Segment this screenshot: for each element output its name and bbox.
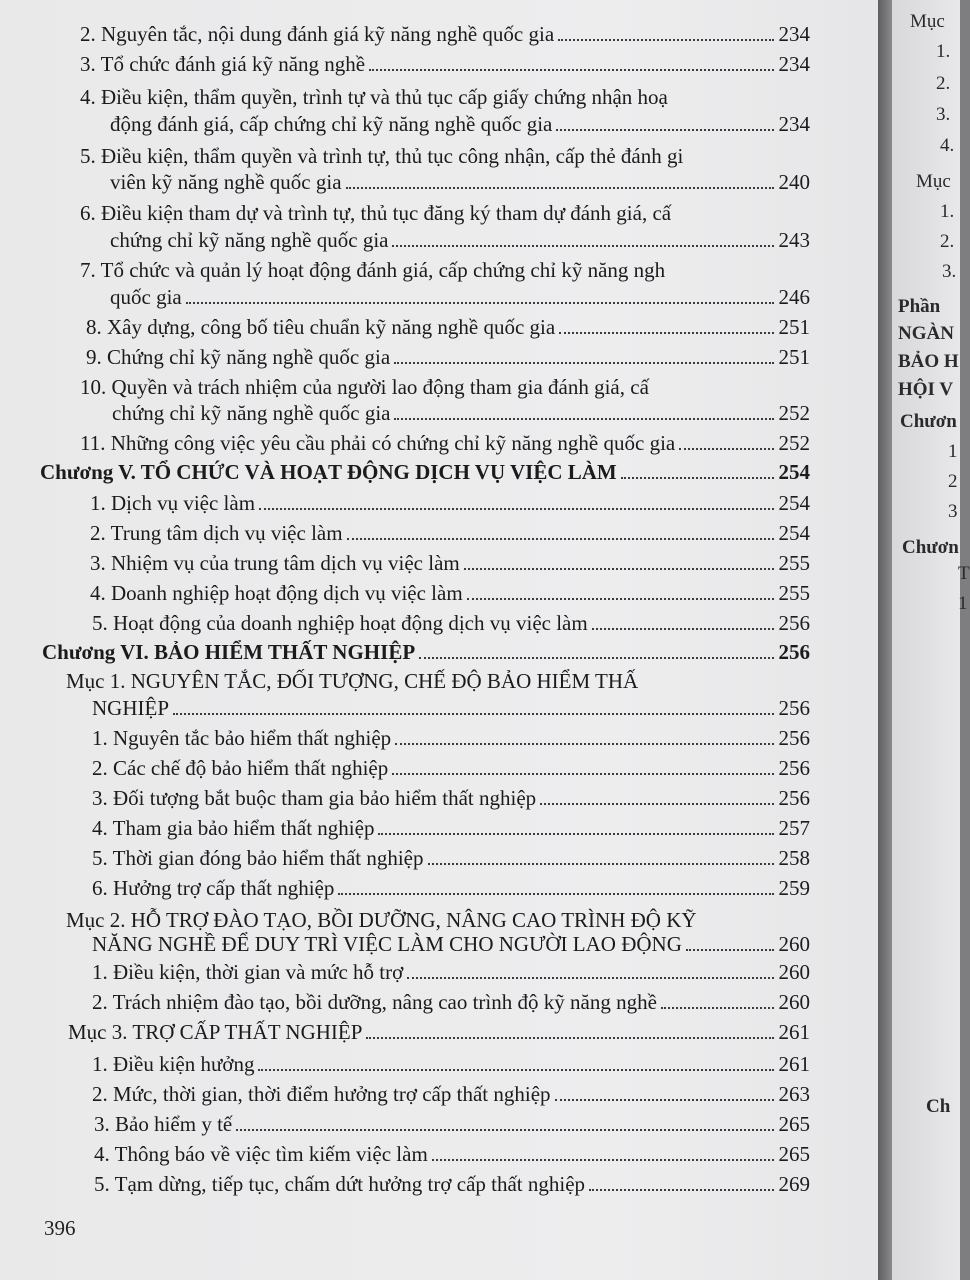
dot-leader xyxy=(464,568,774,570)
toc-entry-page: 254 xyxy=(778,521,810,545)
next-page-fragment: 1. xyxy=(940,201,955,222)
dot-leader xyxy=(555,1099,774,1101)
toc-entry xyxy=(92,754,810,782)
dot-leader xyxy=(467,598,774,600)
toc-entry xyxy=(80,199,810,227)
dot-leader xyxy=(395,743,774,745)
toc-entry-page: 259 xyxy=(778,876,810,900)
next-page-fragment: 3 xyxy=(948,501,958,522)
dot-leader xyxy=(259,508,774,510)
dot-leader xyxy=(592,628,774,630)
toc-entry-page: 260 xyxy=(778,960,810,984)
toc-entry-page: 240 xyxy=(778,170,810,194)
dot-leader xyxy=(559,332,774,334)
toc-entry-page: 269 xyxy=(778,1172,810,1196)
toc-entry xyxy=(112,399,810,427)
toc-entry-page: 252 xyxy=(778,401,810,425)
toc-entry xyxy=(68,1018,810,1046)
next-page-fragment: 3. xyxy=(936,104,951,125)
toc-entry-page: 251 xyxy=(778,345,810,369)
toc-entry-title: 1. Nguyên tắc bảo hiểm thất nghiệp xyxy=(92,726,392,750)
book-page-right-edge xyxy=(892,0,970,1280)
book-gutter xyxy=(878,0,892,1280)
toc-entry xyxy=(94,1110,810,1138)
toc-entry-title: 6. Hưởng trợ cấp thất nghiệp xyxy=(92,876,335,900)
toc-entry-title: 2. Trách nhiệm đào tạo, bồi dưỡng, nâng cao trình độ kỹ năng nghề xyxy=(92,990,657,1014)
toc-entry-title: 11. Những công việc yêu cầu phải có chứng chỉ kỹ năng nghề quốc gia xyxy=(80,431,676,455)
next-page-fragment: Mục xyxy=(916,171,951,192)
dot-leader xyxy=(589,1189,774,1191)
toc-chapter-entry xyxy=(42,638,810,666)
next-page-fragment: Chươn xyxy=(900,411,957,432)
next-page-fragment: Mục xyxy=(910,11,945,32)
dot-leader xyxy=(621,477,774,479)
toc-entry-title: 4. Thông báo về việc tìm kiếm việc làm xyxy=(94,1142,428,1166)
toc-entry xyxy=(90,489,810,517)
toc-entry-page: 263 xyxy=(778,1082,810,1106)
next-page-fragment: Chươn xyxy=(902,537,959,558)
dot-leader xyxy=(556,129,774,131)
toc-entry-title: Mục 2. HỖ TRỢ ĐÀO TẠO, BỒI DƯỠNG, NÂNG CAO TRÌNH ĐỘ KỸ xyxy=(66,908,697,932)
toc-entry-page: 265 xyxy=(778,1112,810,1136)
toc-entry-page: 254 xyxy=(778,460,810,484)
toc-entry-page: 251 xyxy=(778,315,810,339)
dot-leader xyxy=(338,893,774,895)
toc-entry xyxy=(110,283,810,311)
dot-leader xyxy=(419,657,774,659)
toc-entry-page: 258 xyxy=(778,846,810,870)
toc-entry-page: 252 xyxy=(778,431,810,455)
next-page-fragment: 3. xyxy=(942,261,957,282)
toc-entry-title: 2. Nguyên tắc, nội dung đánh giá kỹ năng nghề quốc gia xyxy=(80,22,555,46)
toc-entry-page: 255 xyxy=(778,581,810,605)
toc-entry xyxy=(80,142,810,170)
toc-entry xyxy=(92,930,810,958)
dot-leader xyxy=(366,1037,774,1039)
toc-entry-title: 5. Điều kiện, thẩm quyền và trình tự, thủ tục công nhận, cấp thẻ đánh gi xyxy=(80,144,684,168)
next-page-fragment: 4. xyxy=(940,135,955,156)
toc-entry-title: 2. Các chế độ bảo hiểm thất nghiệp xyxy=(92,756,389,780)
toc-entry xyxy=(94,1170,810,1198)
toc-entry-title: Chương VI. BẢO HIỂM THẤT NGHIỆP xyxy=(42,640,416,664)
next-page-fragment: Ch xyxy=(926,1096,951,1117)
toc-entry xyxy=(110,110,810,138)
toc-entry xyxy=(110,226,810,254)
next-page-fragment: 2. xyxy=(940,231,955,252)
toc-entry-title: 4. Doanh nghiệp hoạt động dịch vụ việc làm xyxy=(90,581,463,605)
toc-entry-page: 260 xyxy=(778,990,810,1014)
toc-entry-page: 256 xyxy=(778,640,810,664)
toc-entry-title: 3. Đối tượng bắt buộc tham gia bảo hiểm thất nghiệp xyxy=(92,786,537,810)
toc-entry xyxy=(90,579,810,607)
next-page-fragment: 2 xyxy=(948,471,958,492)
toc-entry-title: viên kỹ năng nghề quốc gia xyxy=(110,170,342,194)
dot-leader xyxy=(661,1007,774,1009)
toc-entry-page: 256 xyxy=(778,726,810,750)
toc-entry-page: 256 xyxy=(778,756,810,780)
toc-entry xyxy=(66,667,810,695)
toc-entry-page: 243 xyxy=(778,228,810,252)
toc-entry-title: chứng chỉ kỹ năng nghề quốc gia xyxy=(110,228,389,252)
toc-entry-title: 3. Nhiệm vụ của trung tâm dịch vụ việc làm xyxy=(90,551,460,575)
toc-entry-title: Chương V. TỔ CHỨC VÀ HOẠT ĐỘNG DỊCH VỤ VIỆC LÀM xyxy=(40,460,617,484)
toc-entry-title: 2. Trung tâm dịch vụ việc làm xyxy=(90,521,343,545)
dot-leader xyxy=(540,803,774,805)
toc-entry-page: 254 xyxy=(778,491,810,515)
dot-leader xyxy=(558,39,774,41)
dot-leader xyxy=(428,863,774,865)
dot-leader xyxy=(173,713,774,715)
dot-leader xyxy=(186,302,774,304)
toc-entry-title: NĂNG NGHỀ ĐỂ DUY TRÌ VIỆC LÀM CHO NGƯỜI LAO ĐỘNG xyxy=(92,932,682,956)
dot-leader xyxy=(394,362,774,364)
toc-entry-page: 261 xyxy=(778,1052,810,1076)
toc-entry xyxy=(80,429,810,457)
toc-entry xyxy=(92,1050,810,1078)
toc-entry xyxy=(92,958,810,986)
next-page-fragment: 1 xyxy=(948,441,958,462)
toc-entry xyxy=(92,1080,810,1108)
toc-entry xyxy=(80,20,810,48)
toc-entry-title: chứng chỉ kỹ năng nghề quốc gia xyxy=(112,401,391,425)
toc-entry-page: 256 xyxy=(778,696,810,720)
toc-entry-title: 6. Điều kiện tham dự và trình tự, thủ tục đăng ký tham dự đánh giá, cấ xyxy=(80,201,672,225)
toc-entry-page: 234 xyxy=(778,52,810,76)
toc-entry-page: 234 xyxy=(778,112,810,136)
toc-entry xyxy=(80,373,810,401)
toc-entry xyxy=(90,549,810,577)
toc-entry-title: quốc gia xyxy=(110,285,182,309)
toc-entry xyxy=(92,874,810,902)
toc-entry-page: 261 xyxy=(778,1020,810,1044)
toc-entry-title: Mục 3. TRỢ CẤP THẤT NGHIỆP xyxy=(68,1020,363,1044)
dot-leader xyxy=(369,69,774,71)
dot-leader xyxy=(258,1069,774,1071)
toc-entry xyxy=(94,1140,810,1168)
toc-entry-title: 10. Quyền và trách nhiệm của người lao động tham gia đánh giá, cấ xyxy=(80,375,649,399)
toc-entry-title: NGHIỆP xyxy=(92,696,169,720)
toc-entry-page: 255 xyxy=(778,551,810,575)
toc-entry xyxy=(80,83,810,111)
toc-entry-title: 8. Xây dựng, công bố tiêu chuẩn kỹ năng nghề quốc gia xyxy=(86,315,556,339)
toc-entry xyxy=(92,609,810,637)
toc-entry xyxy=(80,50,810,78)
toc-entry-title: Mục 1. NGUYÊN TẮC, ĐỐI TƯỢNG, CHẾ ĐỘ BẢO HIỂM THẤ xyxy=(66,669,639,693)
toc-entry-page: 260 xyxy=(778,932,810,956)
toc-entry-title: 3. Bảo hiểm y tế xyxy=(94,1112,233,1136)
toc-entry-title: 5. Tạm dừng, tiếp tục, chấm dứt hưởng trợ cấp thất nghiệp xyxy=(94,1172,586,1196)
toc-entry-page: 257 xyxy=(778,816,810,840)
toc-entry xyxy=(92,988,810,1016)
toc-entry-title: 1. Dịch vụ việc làm xyxy=(90,491,256,515)
toc-entry-title: 5. Hoạt động của doanh nghiệp hoạt động dịch vụ việc làm xyxy=(92,611,588,635)
toc-entry-title: 2. Mức, thời gian, thời điểm hưởng trợ cấp thất nghiệp xyxy=(92,1082,551,1106)
dot-leader xyxy=(392,245,774,247)
toc-entry-page: 256 xyxy=(778,611,810,635)
next-page-fragment: Phần xyxy=(898,296,941,317)
toc-entry xyxy=(86,313,810,341)
next-page-fragment: NGÀN xyxy=(898,323,954,344)
toc-entry xyxy=(90,519,810,547)
next-page-fragment: 2. xyxy=(936,73,951,94)
dot-leader xyxy=(407,977,774,979)
toc-entry-page: 265 xyxy=(778,1142,810,1166)
toc-chapter-entry xyxy=(40,458,810,486)
dot-leader xyxy=(378,833,774,835)
dot-leader xyxy=(346,187,774,189)
toc-entry-title: 1. Điều kiện hưởng xyxy=(92,1052,255,1076)
toc-entry xyxy=(92,814,810,842)
toc-entry xyxy=(92,844,810,872)
toc-entry xyxy=(92,784,810,812)
toc-entry xyxy=(92,724,810,752)
toc-entry xyxy=(80,256,810,284)
page-number: 396 xyxy=(44,1216,76,1240)
toc-entry-title: 4. Điều kiện, thẩm quyền, trình tự và thủ tục cấp giấy chứng nhận hoạ xyxy=(80,85,668,109)
dot-leader xyxy=(347,538,774,540)
toc-entry xyxy=(92,694,810,722)
toc-entry-page: 256 xyxy=(778,786,810,810)
toc-entry-title: 5. Thời gian đóng bảo hiểm thất nghiệp xyxy=(92,846,424,870)
toc-entry-title: 7. Tổ chức và quản lý hoạt động đánh giá, cấp chứng chỉ kỹ năng ngh xyxy=(80,258,666,282)
toc-entry-title: 3. Tổ chức đánh giá kỹ năng nghề xyxy=(80,52,366,76)
toc-entry xyxy=(110,168,810,196)
dot-leader xyxy=(679,448,774,450)
toc-entry xyxy=(86,343,810,371)
dot-leader xyxy=(236,1129,774,1131)
next-page-fragment: 1. xyxy=(936,41,951,62)
toc-entry-title: 9. Chứng chỉ kỹ năng nghề quốc gia xyxy=(86,345,391,369)
dot-leader xyxy=(686,949,774,951)
next-page-fragment: BẢO H xyxy=(898,351,959,372)
dot-leader xyxy=(432,1159,774,1161)
next-page-fragment: 1 xyxy=(958,593,968,614)
toc-entry-title: 4. Tham gia bảo hiểm thất nghiệp xyxy=(92,816,375,840)
toc-entry-title: động đánh giá, cấp chứng chỉ kỹ năng nghề quốc gia xyxy=(110,112,553,136)
toc-entry-title: 1. Điều kiện, thời gian và mức hỗ trợ xyxy=(92,960,404,984)
toc-entry-page: 246 xyxy=(778,285,810,309)
dot-leader xyxy=(392,773,774,775)
dot-leader xyxy=(394,418,774,420)
next-page-fragment: T xyxy=(958,563,970,584)
next-page-fragment: HỘI V xyxy=(898,379,954,400)
toc-entry-page: 234 xyxy=(778,22,810,46)
